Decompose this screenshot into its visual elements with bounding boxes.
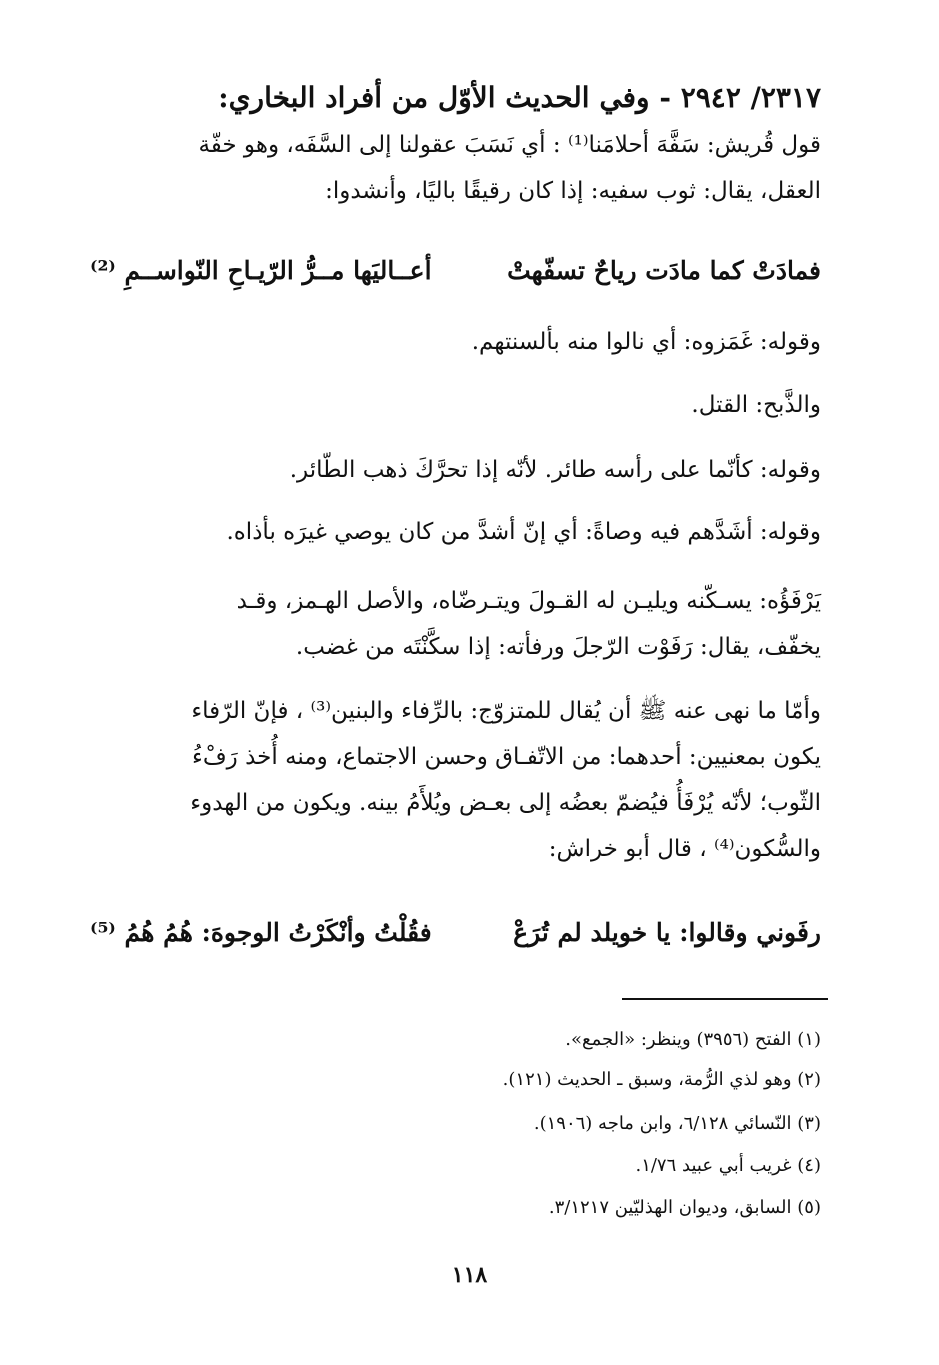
hadith-heading: ٢٣١٧/ ٢٩٤٢ - وفي الحديث الأوّل من أفراد البخاري: bbox=[218, 81, 821, 114]
paragraph-line: والسُّكون⁽⁴⁾ ، قال أبو خراش: bbox=[548, 836, 821, 862]
line-dhabh: والذَّبح: القتل. bbox=[691, 392, 821, 418]
footnote-4: (٤) غريب أبي عبيد ١/٧٦. bbox=[635, 1155, 821, 1176]
line-tair: وقوله: كأنّما على رأسه طائر. لأنّه إذا تحرَّكَ ذهب الطّائر. bbox=[289, 457, 821, 483]
paragraph-line: يَرْفَؤُه: يسـكّنه ويليـن له القـولَ ويتـرضّاه، والأصل الهـمز، وقـد bbox=[236, 588, 821, 614]
paragraph-rifa bbox=[90, 688, 821, 872]
paragraph-yarfauh bbox=[90, 578, 821, 670]
verse-second-hemistich: فقُلْتُ وأنْكَرْتُ الوجوهَ: هُمُ هُمُ ⁽⁵⁾ bbox=[90, 918, 432, 947]
verse-first-hemistich: فمادَتْ كما مادَت رياحٌ تسفّهتْ bbox=[507, 256, 821, 285]
verse-second-hemistich: أعــاليَها مــرُّ الرّيـاحِ النّواســمِ ⁽²⁾ bbox=[90, 256, 432, 285]
paragraph-line: يخفّف، يقال: رَفَوْت الرّجلَ ورفأته: إذا سكَّنْتَه من غضب. bbox=[295, 634, 821, 660]
paragraph-line: الثّوب؛ لأنّه يُرْفَأُ فيُضمّ بعضُه إلى بعـض ويُلأَمُ بينه. ويكون من الهدوء bbox=[190, 790, 821, 816]
verse-first-hemistich: رفَوني وقالوا: يا خويلد لم تُرَعْ bbox=[513, 918, 821, 947]
paragraph-line: العقل، يقال: ثوب سفيه: إذا كان رقيقًا باليًا، وأنشدوا: bbox=[325, 178, 821, 204]
footnote-5: (٥) السابق، وديوان الهذليّين ٣/١٢١٧. bbox=[548, 1197, 821, 1218]
page-number: ١١٨ bbox=[451, 1262, 488, 1288]
paragraph-line: قول قُريش: سَفَّهَ أحلامَنا⁽¹⁾ : أي نَسَبَ عقولنا إلى السَّفَه، وهو خفّة bbox=[198, 132, 821, 158]
paragraph-line: وأمّا ما نهى عنه ﷺ أن يُقال للمتزوّج: بالرِّفاء والبنين⁽³⁾ ، فإنّ الرّفاء bbox=[191, 698, 821, 724]
paragraph-line: يكون بمعنيين: أحدهما: من الاتّفـاق وحسن الاجتماع، ومنه أُخذ رَفْءُ bbox=[192, 744, 821, 770]
footnote-1: (١) الفتح (٣٩٥٦) وينظر: «الجمع». bbox=[565, 1029, 821, 1050]
paragraph-quraysh bbox=[90, 122, 821, 214]
line-ashadd: وقوله: أشَدَّهم فيه وصاةً: أي إنّ أشدَّ من كان يوصي غيرَه بأذاه. bbox=[226, 519, 821, 545]
footnote-2: (٢) وهو لذي الرُّمة، وسبق ـ الحديث (١٢١). bbox=[502, 1069, 821, 1090]
line-ghamazuh: وقوله: غَمَزوه: أي نالوا منه بألسنتهم. bbox=[471, 329, 821, 355]
poetry-verse-1 bbox=[90, 248, 821, 294]
footnote-separator bbox=[622, 998, 828, 1000]
poetry-verse-2 bbox=[90, 910, 821, 956]
footnote-3: (٣) النّسائي ٦/١٢٨، وابن ماجه (١٩٠٦). bbox=[533, 1113, 821, 1134]
